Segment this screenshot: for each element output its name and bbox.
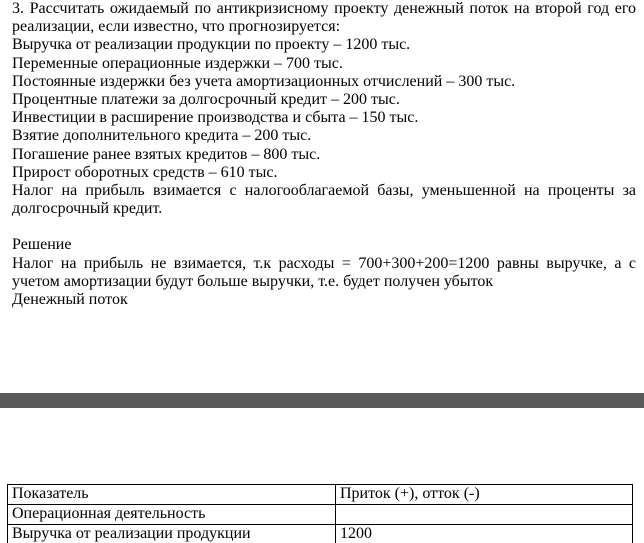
cash-flow-label: Денежный поток — [12, 291, 128, 309]
table-cell-indicator: Операционная деятельность — [8, 505, 336, 525]
table-cell-value — [336, 505, 633, 525]
page-separator — [0, 393, 644, 408]
task-item-revenue: Выручка от реализации продукции по проекту – 1200 тыс. — [12, 36, 411, 54]
table-header-indicator: Показатель — [8, 485, 336, 505]
task-item-fixed-costs: Постоянные издержки без учета амортизационных отчислений – 300 тыс. — [12, 72, 516, 90]
task-item-investments: Инвестиции в расширение производства и сбыта – 150 тыс. — [12, 109, 419, 127]
task-intro: 3. Рассчитать ожидаемый по антикризисному проекту денежный поток на второй год его реализации, если известно, что прогнозируется: — [12, 0, 636, 36]
cash-flow-table — [7, 484, 633, 543]
table-header-flow: Приток (+), отток (-) — [336, 485, 633, 505]
solution-text: Налог на прибыль не взимается, т.к расходы = 700+300+200=1200 равны выручке, а с учетом амортизации будут больше выручки, т.е. будет получен убыток — [12, 254, 636, 290]
table-row — [8, 505, 633, 525]
table-header-row — [8, 485, 633, 505]
task-text-block — [12, 0, 636, 309]
document-page-bottom — [0, 408, 644, 543]
solution-heading: Решение — [12, 236, 72, 254]
task-item-new-credit: Взятие дополнительного кредита – 200 тыс. — [12, 127, 312, 145]
table-cell-indicator: Выручка от реализации продукции — [8, 525, 336, 543]
task-item-interest: Процентные платежи за долгосрочный кредит – 200 тыс. — [12, 91, 400, 109]
task-tax-note: Налог на прибыль взимается с налогооблагаемой базы, уменьшенной на проценты за долгосрочный кредит. — [12, 182, 636, 218]
task-item-variable-costs: Переменные операционные издержки – 700 тыс. — [12, 54, 343, 72]
task-item-working-capital: Прирост оборотных средств – 610 тыс. — [12, 163, 278, 181]
table-cell-value: 1200 — [336, 525, 633, 543]
table-row — [8, 525, 633, 543]
paragraph-gap — [12, 218, 636, 236]
task-item-repayment: Погашение ранее взятых кредитов – 800 тыс. — [12, 145, 321, 163]
